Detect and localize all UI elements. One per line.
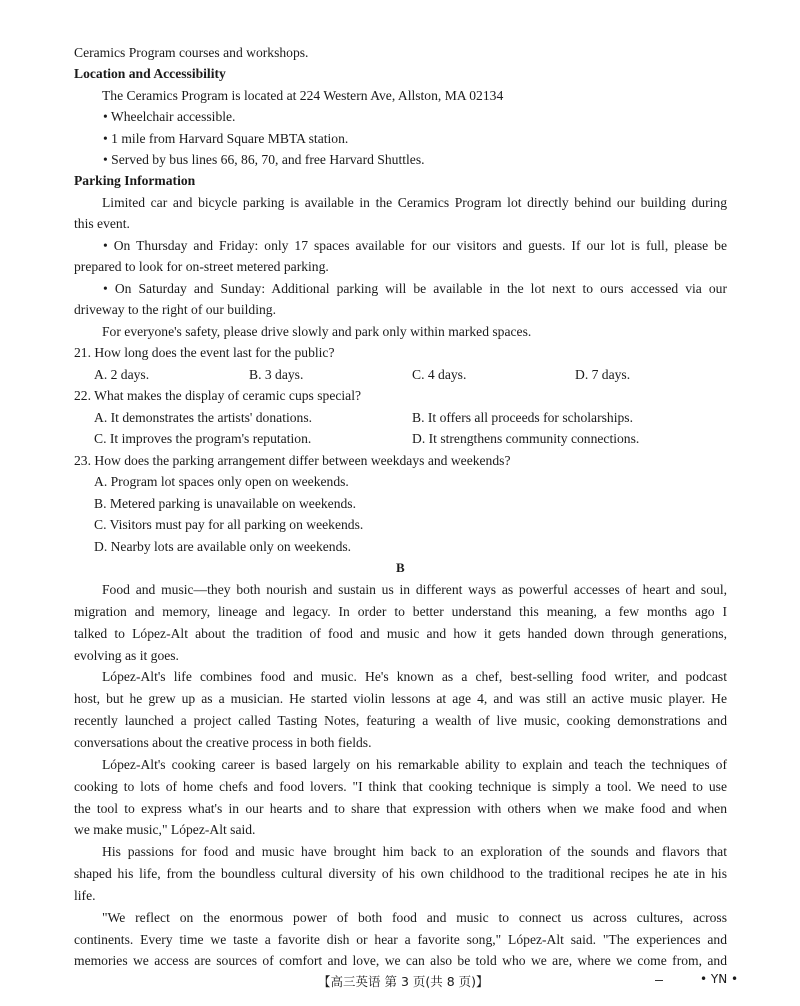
parking-p2-line-1: • On Thursday and Friday: only 17 spaces available for our visitors and guests. If our lot is full, please be: [103, 238, 727, 253]
b-p2-line-4: conversations about the creative process in both fields.: [74, 735, 372, 750]
question-23-option-d: D. Nearby lots are available only on weekends.: [94, 539, 352, 554]
b-p1-line-1: Food and music—they both nourish and sustain us in different ways as powerful accesses of heart and soul,: [102, 582, 727, 597]
location-heading: Location and Accessibility: [74, 66, 226, 81]
parking-p1-line-1: Limited car and bicycle parking is available in the Ceramics Program lot directly behind our building during: [102, 195, 727, 210]
b-p5-line-3: memories we access are sources of comfort and love, we can also be told who we are, where we come from, and: [74, 953, 727, 968]
b-p3-line-3: the tool to express what's in our hearts and to share that expression with others when we make food and when: [74, 801, 727, 816]
question-22-option-b: B. It offers all proceeds for scholarships.: [412, 410, 633, 425]
intro-line: Ceramics Program courses and workshops.: [74, 45, 309, 60]
question-21-option-a: A. 2 days.: [94, 367, 150, 382]
parking-p3-line-1: • On Saturday and Sunday: Additional parking will be available in the lot next to ours accessed via our: [103, 281, 727, 296]
parking-p2-line-2: prepared to look for on-street metered parking.: [74, 259, 329, 274]
question-21-stem: 21. How long does the event last for the public?: [74, 345, 335, 360]
parking-heading: Parking Information: [74, 173, 196, 188]
parking-p1-line-2: this event.: [74, 216, 130, 231]
question-22-option-d: D. It strengthens community connections.: [412, 431, 640, 446]
question-23-option-a: A. Program lot spaces only open on weekends.: [94, 474, 349, 489]
b-p2-line-2: host, but he grew up as a musician. He started violin lessons at age 4, and was still an active music player. He: [74, 691, 727, 706]
question-22-option-c: C. It improves the program's reputation.: [94, 431, 312, 446]
b-p3-line-1: López-Alt's cooking career is based largely on his remarkable ability to explain and teach the techniques of: [102, 757, 727, 772]
parking-p3-line-2: driveway to the right of our building.: [74, 302, 276, 317]
b-p3-line-4: we make music," López-Alt said.: [74, 822, 256, 837]
b-p5-line-2: continents. Every time we taste a favorite dish or hear a favorite song," López-Alt said. "The experiences and: [74, 932, 727, 947]
question-21-option-c: C. 4 days.: [412, 367, 467, 382]
section-b-label: B: [396, 560, 405, 575]
question-23-stem: 23. How does the parking arrangement differ between weekdays and weekends?: [74, 453, 511, 468]
question-23-option-c: C. Visitors must pay for all parking on weekends.: [94, 517, 364, 532]
b-p1-line-2: migration and memory, lineage and legacy. In order to better understand this meaning, a few months ago I: [74, 604, 727, 619]
b-p3-line-2: cooking to lots of home chefs and food lovers. "I think that cooking technique is simply a tool. We need to use: [74, 779, 727, 794]
location-bullet-2: • 1 mile from Harvard Square MBTA station.: [103, 131, 349, 146]
question-23-option-b: B. Metered parking is unavailable on weekends.: [94, 496, 356, 511]
page-footer-label: 【高三英语 第 3 页(共 8 页)】: [318, 974, 489, 989]
b-p5-line-1: "We reflect on the enormous power of both food and music to connect us across cultures, across: [102, 910, 727, 925]
b-p2-line-1: López-Alt's life combines food and music. He's known as a chef, best-selling food writer, and podcast: [102, 669, 727, 684]
b-p4-line-3: life.: [74, 888, 96, 903]
location-bullet-1: • Wheelchair accessible.: [103, 109, 236, 124]
b-p1-line-4: evolving as it goes.: [74, 648, 179, 663]
question-22-option-a: A. It demonstrates the artists' donations.: [94, 410, 313, 425]
location-address: The Ceramics Program is located at 224 Western Ave, Allston, MA 02134: [102, 88, 504, 103]
b-p4-line-1: His passions for food and music have brought him back to an exploration of the sounds and flavors that: [102, 844, 727, 859]
footer-dash: [655, 980, 663, 981]
footer-mark: • YN •: [700, 972, 739, 986]
question-22-stem: 22. What makes the display of ceramic cups special?: [74, 388, 362, 403]
question-21-option-d: D. 7 days.: [575, 367, 631, 382]
location-bullet-3: • Served by bus lines 66, 86, 70, and free Harvard Shuttles.: [103, 152, 425, 167]
b-p2-line-3: recently launched a project called Tasting Notes, featuring a wealth of live music, cooking demonstrations and: [74, 713, 727, 728]
b-p4-line-2: shaped his life, from the boundless cultural diversity of his own childhood to the traditional recipes he ate in his: [74, 866, 727, 881]
b-p1-line-3: talked to López-Alt about the tradition of food and music and how it gets handed down through generations,: [74, 626, 727, 641]
question-21-option-b: B. 3 days.: [249, 367, 304, 382]
parking-p4: For everyone's safety, please drive slowly and park only within marked spaces.: [102, 324, 532, 339]
